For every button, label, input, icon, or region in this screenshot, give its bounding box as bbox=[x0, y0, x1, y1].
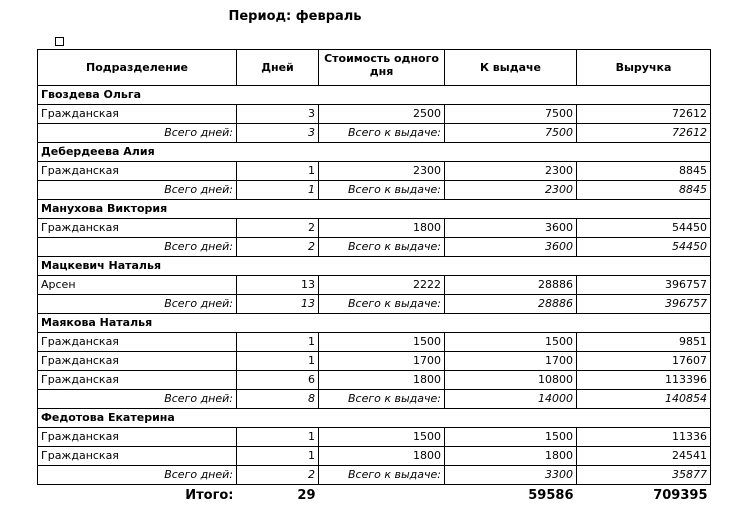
group-header-row bbox=[38, 86, 711, 105]
total-days-label: Всего дней: bbox=[38, 124, 237, 143]
total-days-cell: 3 bbox=[237, 124, 319, 143]
table-row bbox=[38, 447, 711, 466]
total-revenue-cell: 140854 bbox=[577, 390, 711, 409]
table-row bbox=[38, 162, 711, 181]
table-row bbox=[38, 352, 711, 371]
group-total-row bbox=[38, 390, 711, 409]
revenue-cell: 113396 bbox=[577, 371, 711, 390]
group-name: Дебердеева Алия bbox=[38, 143, 711, 162]
group-total-row bbox=[38, 124, 711, 143]
header-dept: Подразделение bbox=[38, 50, 237, 86]
header-days: Дней bbox=[237, 50, 319, 86]
select-checkbox[interactable] bbox=[55, 37, 64, 46]
total-payout-label: Всего к выдаче: bbox=[319, 181, 445, 200]
payout-cell: 28886 bbox=[445, 276, 577, 295]
days-cell: 1 bbox=[237, 352, 319, 371]
report-body bbox=[38, 86, 711, 485]
days-cell: 6 bbox=[237, 371, 319, 390]
payout-cell: 2300 bbox=[445, 162, 577, 181]
cost-cell: 1500 bbox=[319, 333, 445, 352]
group-total-row bbox=[38, 181, 711, 200]
group-header-row bbox=[38, 314, 711, 333]
payout-cell: 1700 bbox=[445, 352, 577, 371]
payout-cell: 3600 bbox=[445, 219, 577, 238]
total-days-label: Всего дней: bbox=[38, 295, 237, 314]
total-days-cell: 2 bbox=[237, 238, 319, 257]
grand-total-label: Итого: bbox=[38, 485, 237, 507]
total-days-label: Всего дней: bbox=[38, 466, 237, 485]
grand-total-payout: 59586 bbox=[445, 485, 577, 507]
payout-cell: 1800 bbox=[445, 447, 577, 466]
table-row bbox=[38, 219, 711, 238]
group-header-row bbox=[38, 257, 711, 276]
total-payout-label: Всего к выдаче: bbox=[319, 466, 445, 485]
revenue-cell: 17607 bbox=[577, 352, 711, 371]
total-days-label: Всего дней: bbox=[38, 238, 237, 257]
header-cost: Стоимость одного дня bbox=[319, 50, 445, 86]
dept-cell: Гражданская bbox=[38, 428, 237, 447]
dept-cell: Гражданская bbox=[38, 333, 237, 352]
dept-cell: Гражданская bbox=[38, 371, 237, 390]
days-cell: 13 bbox=[237, 276, 319, 295]
table-row bbox=[38, 428, 711, 447]
total-days-cell: 8 bbox=[237, 390, 319, 409]
group-total-row bbox=[38, 295, 711, 314]
revenue-cell: 54450 bbox=[577, 219, 711, 238]
group-header-row bbox=[38, 143, 711, 162]
total-payout-cell: 3600 bbox=[445, 238, 577, 257]
cost-cell: 2222 bbox=[319, 276, 445, 295]
revenue-cell: 24541 bbox=[577, 447, 711, 466]
group-name: Маякова Наталья bbox=[38, 314, 711, 333]
total-days-cell: 1 bbox=[237, 181, 319, 200]
dept-cell: Гражданская bbox=[38, 447, 237, 466]
total-payout-cell: 14000 bbox=[445, 390, 577, 409]
total-revenue-cell: 396757 bbox=[577, 295, 711, 314]
days-cell: 1 bbox=[237, 447, 319, 466]
total-payout-label: Всего к выдаче: bbox=[319, 295, 445, 314]
days-cell: 2 bbox=[237, 219, 319, 238]
dept-cell: Гражданская bbox=[38, 352, 237, 371]
revenue-cell: 396757 bbox=[577, 276, 711, 295]
grand-total-row bbox=[38, 485, 711, 507]
page-title: Период: февраль bbox=[0, 9, 590, 24]
total-revenue-cell: 35877 bbox=[577, 466, 711, 485]
cost-cell: 1800 bbox=[319, 447, 445, 466]
table-row bbox=[38, 371, 711, 390]
total-revenue-cell: 72612 bbox=[577, 124, 711, 143]
total-payout-cell: 28886 bbox=[445, 295, 577, 314]
revenue-cell: 8845 bbox=[577, 162, 711, 181]
total-payout-label: Всего к выдаче: bbox=[319, 124, 445, 143]
revenue-cell: 72612 bbox=[577, 105, 711, 124]
revenue-cell: 11336 bbox=[577, 428, 711, 447]
payout-cell: 1500 bbox=[445, 333, 577, 352]
total-payout-cell: 2300 bbox=[445, 181, 577, 200]
group-total-row bbox=[38, 466, 711, 485]
cost-cell: 1800 bbox=[319, 371, 445, 390]
table-row bbox=[38, 333, 711, 352]
header-payout: К выдаче bbox=[445, 50, 577, 86]
group-total-row bbox=[38, 238, 711, 257]
dept-cell: Арсен bbox=[38, 276, 237, 295]
payout-cell: 7500 bbox=[445, 105, 577, 124]
group-name: Гвоздева Ольга bbox=[38, 86, 711, 105]
group-name: Манухова Виктория bbox=[38, 200, 711, 219]
days-cell: 1 bbox=[237, 162, 319, 181]
dept-cell: Гражданская bbox=[38, 162, 237, 181]
group-name: Федотова Екатерина bbox=[38, 409, 711, 428]
total-days-label: Всего дней: bbox=[38, 390, 237, 409]
header-row bbox=[38, 50, 711, 86]
total-payout-cell: 3300 bbox=[445, 466, 577, 485]
total-days-cell: 2 bbox=[237, 466, 319, 485]
total-revenue-cell: 8845 bbox=[577, 181, 711, 200]
total-days-cell: 13 bbox=[237, 295, 319, 314]
table-row bbox=[38, 276, 711, 295]
cost-cell: 1800 bbox=[319, 219, 445, 238]
total-revenue-cell: 54450 bbox=[577, 238, 711, 257]
dept-cell: Гражданская bbox=[38, 105, 237, 124]
group-header-row bbox=[38, 200, 711, 219]
payout-cell: 10800 bbox=[445, 371, 577, 390]
header-revenue: Выручка bbox=[577, 50, 711, 86]
payout-cell: 1500 bbox=[445, 428, 577, 447]
revenue-cell: 9851 bbox=[577, 333, 711, 352]
days-cell: 3 bbox=[237, 105, 319, 124]
total-payout-label: Всего к выдаче: bbox=[319, 390, 445, 409]
report-table bbox=[37, 49, 711, 507]
group-name: Мацкевич Наталья bbox=[38, 257, 711, 276]
dept-cell: Гражданская bbox=[38, 219, 237, 238]
total-days-label: Всего дней: bbox=[38, 181, 237, 200]
group-header-row bbox=[38, 409, 711, 428]
cost-cell: 1700 bbox=[319, 352, 445, 371]
cost-cell: 1500 bbox=[319, 428, 445, 447]
grand-total-days: 29 bbox=[237, 485, 319, 507]
days-cell: 1 bbox=[237, 428, 319, 447]
total-payout-label: Всего к выдаче: bbox=[319, 238, 445, 257]
cost-cell: 2500 bbox=[319, 105, 445, 124]
table-row bbox=[38, 105, 711, 124]
total-payout-cell: 7500 bbox=[445, 124, 577, 143]
days-cell: 1 bbox=[237, 333, 319, 352]
cost-cell: 2300 bbox=[319, 162, 445, 181]
grand-total-revenue: 709395 bbox=[577, 485, 711, 507]
